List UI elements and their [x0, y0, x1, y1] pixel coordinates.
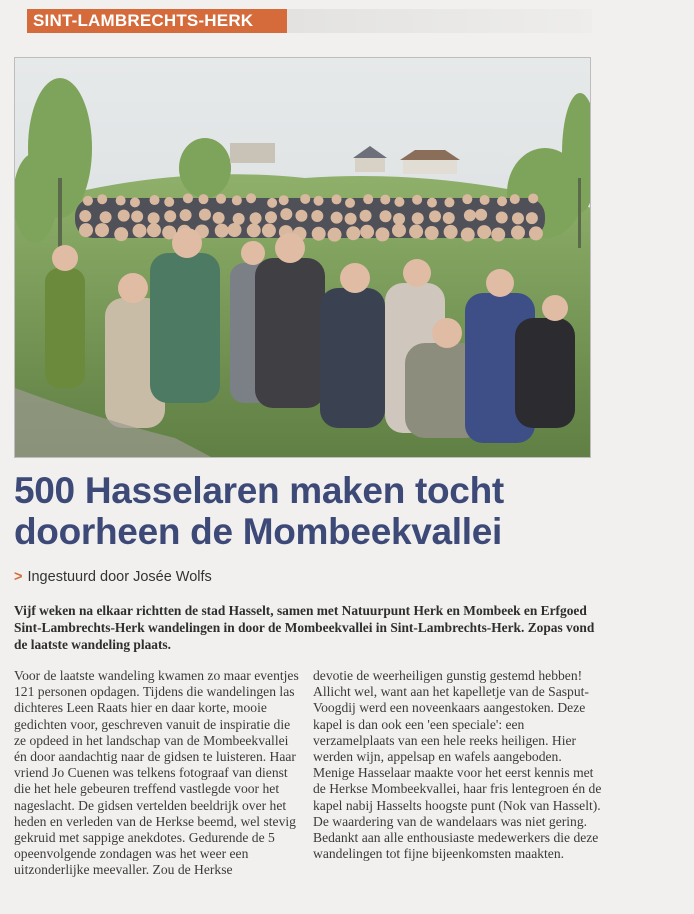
crowd-head — [148, 212, 160, 224]
crowd-head — [394, 197, 404, 207]
crowd-head — [475, 209, 487, 221]
crowd-head — [295, 210, 307, 222]
crowd-head — [216, 194, 226, 204]
byline-arrow-icon: > — [14, 569, 23, 585]
crowd-head — [133, 224, 147, 238]
crowd-head — [345, 198, 355, 208]
crowd-head — [393, 213, 405, 225]
crowd-head — [164, 197, 174, 207]
crowd-head — [312, 227, 326, 241]
crowd-head — [528, 193, 538, 203]
crowd-head — [311, 210, 323, 222]
crowd-head — [425, 226, 439, 240]
group-photo-illustration — [15, 58, 591, 458]
crowd-head — [462, 194, 472, 204]
crowd-head — [328, 228, 342, 242]
group-photo — [14, 57, 591, 458]
crowd-head — [360, 210, 372, 222]
article-lead: Vijf weken na elkaar richtten de stad Hasselt, samen met Natuurpunt Herk en Mombeek en Erfgoed Sint-Lambrechts-Herk wandelingen in door de Mombeekvallei in Sint-Lambrechts-Herk. Zopas vond de laatste wandeling plaats. — [14, 603, 595, 652]
crowd-head — [79, 223, 93, 237]
body-text-right: devotie de weerheiligen gunstig gestemd hebben! Allicht wel, want aan het kapelletje van de Sasput-Voogdij werd een noveenkaars aangestoken. Deze kapel is dan ook een 'een speciale': een verzamelplaats van een hele reeks heiligen. Hier werden wijn, appelsap en wafels aangeboden. Menige Hasselaar maakte voor het eerst kennis met de Herkse Mombeekvallei, haar fris lentegroen én de kapel nabij Hasselts hoogste punt (Nok van Hasselt). De waardering van de wandelaars was niet gering. Bedankt aan alle enthousiaste medewerkers die deze wandelingen tot fijne bijeenkomsten maakten. — [313, 668, 602, 862]
crowd-head — [427, 198, 437, 208]
crowd-head — [511, 225, 525, 239]
crowd-head — [130, 197, 140, 207]
crowd-head — [510, 194, 520, 204]
crowd-head — [215, 224, 229, 238]
crowd-head — [198, 194, 208, 204]
crowd-head — [331, 212, 343, 224]
body-column-left — [14, 668, 304, 879]
crowd-head — [95, 223, 109, 237]
crowd-head — [79, 210, 91, 222]
crowd-head — [232, 195, 242, 205]
crowd-head — [429, 210, 441, 222]
crowd-head — [363, 194, 373, 204]
crowd-head — [147, 223, 161, 237]
crowd-head — [409, 225, 423, 239]
crowd-head — [346, 226, 360, 240]
crowd-head — [262, 224, 276, 238]
crowd-head — [444, 225, 458, 239]
crowd-head — [97, 194, 107, 204]
crowd-head — [83, 196, 93, 206]
crowd-head — [246, 193, 256, 203]
crowd-head — [477, 225, 491, 239]
crowd-head — [380, 210, 392, 222]
headline-line-1: 500 Hasselaren maken tocht — [14, 470, 504, 511]
crowd-head — [247, 223, 261, 237]
byline-text: Ingestuurd door Josée Wolfs — [27, 569, 212, 585]
crowd-head — [118, 210, 130, 222]
byline — [14, 569, 212, 585]
crowd-head — [464, 209, 476, 221]
crowd-head — [180, 209, 192, 221]
crowd-head — [412, 212, 424, 224]
crowd-head — [480, 195, 490, 205]
crowd-head — [512, 212, 524, 224]
body-column-right — [313, 668, 605, 862]
crowd-head — [114, 227, 128, 241]
crowd-head — [526, 212, 538, 224]
headline-line-2: doorheen de Mombeekvallei — [14, 511, 503, 552]
crowd-head — [164, 210, 176, 222]
crowd-head — [300, 194, 310, 204]
crowd-head — [131, 210, 143, 222]
crowd-head — [150, 195, 160, 205]
crowd-head — [227, 223, 241, 237]
article-headline — [14, 470, 614, 552]
crowd-head — [314, 196, 324, 206]
crowd-head — [375, 227, 389, 241]
crowd-head — [360, 225, 374, 239]
crowd-head — [443, 212, 455, 224]
crowd-head — [213, 212, 225, 224]
crowd-head — [497, 196, 507, 206]
crowd-head — [267, 198, 277, 208]
crowd-head — [183, 193, 193, 203]
crowd-head — [116, 196, 126, 206]
crowd-head — [332, 194, 342, 204]
crowd-head — [250, 212, 262, 224]
crowd-head — [412, 195, 422, 205]
section-label: SINT-LAMBRECHTS-HERK — [27, 9, 287, 33]
crowd-head — [392, 223, 406, 237]
crowd-head — [529, 226, 543, 240]
body-text-left: Voor de laatste wandeling kwamen zo maar eventjes 121 personen opdagen. Tijdens die wandelingen las dichteres Leen Raats hier en daar korte, mooie gedichten voor, geschreven vanuit de inspiratie die ze opdeed in het landschap van de Mombeekvallei én door aandachtig naar de gidsen te luisteren. Haar vriend Jo Cuenen was telkens fotograaf van dienst die het hele gebeuren treffend vastlegde voor het nageslacht. De gidsen vertelden beeldrijk over het heden en verleden van de Herkse beemd, wel stevig gekruid met sappige anekdotes. Gedurende de 5 opeenvolgende zondagen was het weer een uitzonderlijke meevaller. Zou de Herkse — [14, 668, 299, 878]
crowd-head — [496, 211, 508, 223]
crowd-head — [444, 197, 454, 207]
crowd-head — [345, 213, 357, 225]
crowd-head — [380, 195, 390, 205]
crowd-head — [491, 227, 505, 241]
crowd-head — [461, 228, 475, 242]
crowd-head — [279, 195, 289, 205]
crowd-head — [265, 211, 277, 223]
crowd-head — [100, 211, 112, 223]
crowd-head — [280, 208, 292, 220]
crowd-head — [199, 209, 211, 221]
